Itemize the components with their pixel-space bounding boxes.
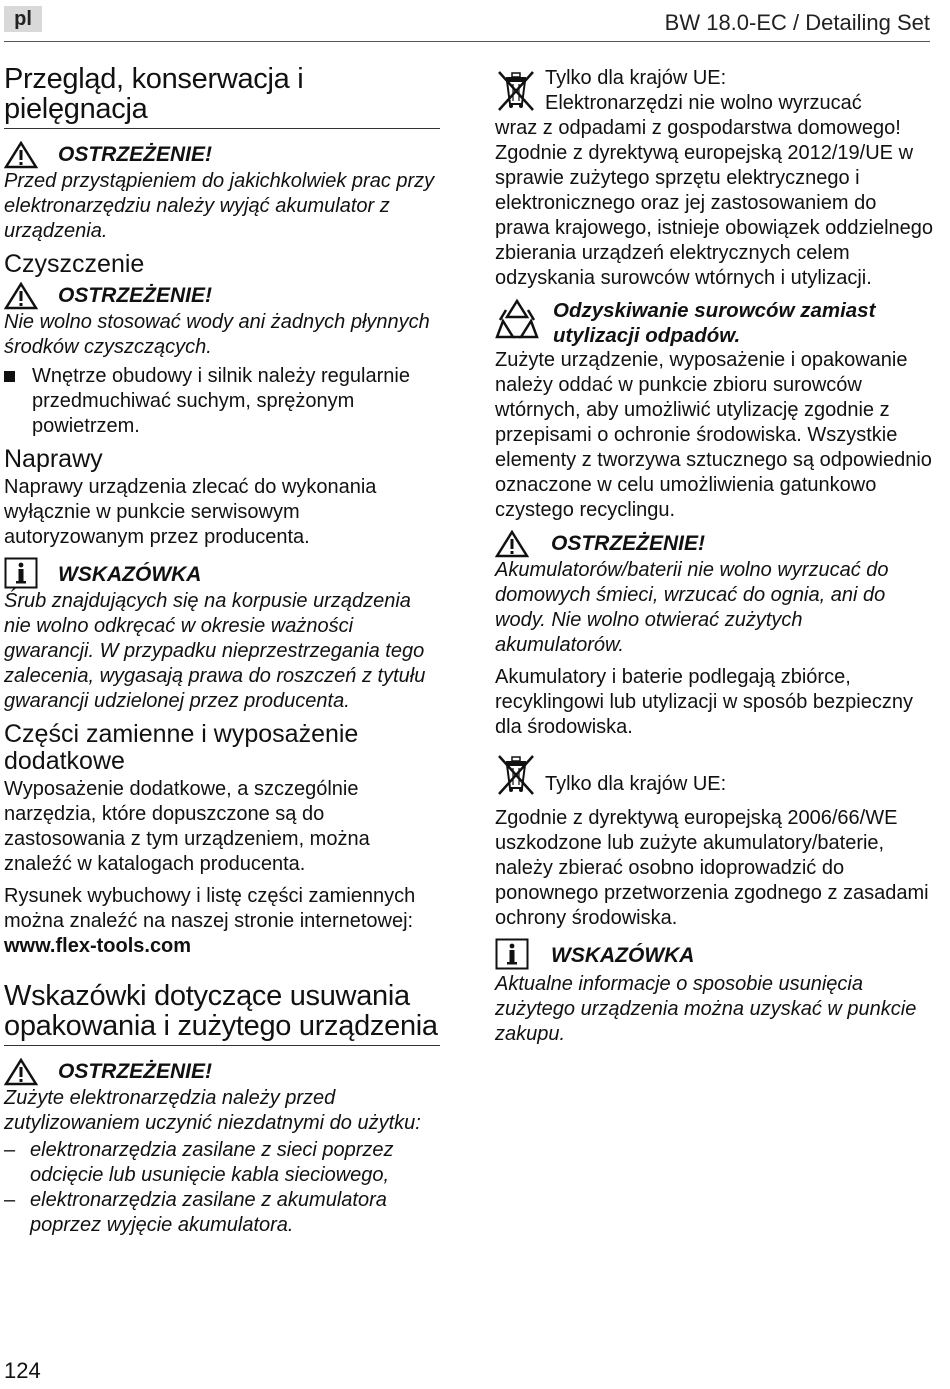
left-column [4, 64, 440, 1238]
language-badge: pl [4, 6, 42, 32]
warning-text: Akumulatorów/baterii nie wolno wyrzucać do domowych śmieci, wrzucać do ognia, ani do wody. Nie wolno otwierać zużytych akumulatorów. [495, 559, 889, 656]
warning-triangle-icon [495, 530, 529, 558]
right-column [495, 66, 935, 1047]
warning-notice [4, 1058, 440, 1086]
crossed-bin-icon [495, 68, 537, 112]
spare-parts-text: Wyposażenie dodatkowe, a szczególnie narzędzia, które dopuszczone są do zastosowania z tym urządzeniem, można znaleźć w katalogach producenta. [4, 778, 370, 875]
warning-notice [4, 141, 440, 169]
exploded-view-text [4, 884, 440, 959]
document-title: BW 18.0-EC / Detailing Set [664, 10, 930, 35]
recycling-text: Zużyte urządzenie, wyposażenie i opakowanie należy oddać w punkcie zbioru surowców wtórnych, aby umożliwić utylizację zgodnie z przepisami o ochronie środowiska. Wszystkie elementy z tworzywa sztucznego są odpowiednio oznaczone w celu umożliwienia gatunkowo czystego recyclingu. [495, 349, 932, 521]
page-number: 124 [4, 1358, 41, 1383]
list-item-text: elektronarzędzia zasilane z akumulatora poprzez wyjęcie akumulatora. [30, 1189, 387, 1236]
note-notice [495, 938, 935, 972]
note-label: WSKAZÓWKA [551, 944, 695, 967]
note-text: Śrub znajdujących się na korpusie urządzenia nie wolno odkręcać w okresie ważności gwarancji. W przypadku nieprzestrzegania tego zalecenia, wygasają prawa do roszczeń z tytułu gwarancji udzielonej przez producenta. [4, 590, 426, 712]
warning-triangle-icon [4, 282, 38, 310]
list-item-text: Wnętrze obudowy i silnik należy regularnie przedmuchiwać suchym, sprężonym powietrzem. [32, 365, 410, 437]
recycling-label: Odzyskiwanie surowców zamiast utylizacji odpadów. [553, 299, 876, 347]
warning-text: Zużyte elektronarzędzia należy przed zutylizowaniem uczynić niezdatnymi do użytku: [4, 1087, 421, 1134]
disposal-section-title: Wskazówki dotyczące usuwania opakowania i zużytego urządzenia [4, 981, 440, 1046]
warning-text: Nie wolno stosować wody ani żadnych płynnych środków czyszczących. [4, 311, 430, 358]
exploded-view-sentence: Rysunek wybuchowy i listę części zamiennych można znaleźć na naszej stronie internetowej: [4, 885, 416, 932]
website-link[interactable]: www.flex-tools.com [4, 935, 192, 957]
note-notice [4, 557, 440, 589]
list-item-text: elektronarzędzia zasilane z sieci poprzez odcięcie lub usunięcie kabla sieciowego, [30, 1139, 394, 1186]
warning-triangle-icon [4, 1058, 38, 1086]
maintenance-section-title: Przegląd, konserwacja i pielęgnacja [4, 64, 440, 129]
battery-directive-text: Zgodnie z dyrektywą europejską 2006/66/WE uszkodzone lub zużyte akumulatory/baterie, należy zbierać osobno idoprowadzić do ponownego przetworzenia zgodnego z zasadami ochrony środowiska. [495, 807, 929, 929]
eu-weee-block [495, 66, 935, 116]
warning-label: OSTRZEŻENIE! [58, 1060, 213, 1083]
cleaning-heading: Czyszczenie [4, 250, 145, 278]
crossed-bin-icon [495, 752, 537, 796]
info-icon [495, 938, 529, 970]
eu-battery-block [495, 752, 935, 798]
spare-parts-heading: Części zamienne i wyposażenie dodatkowe [4, 720, 359, 775]
eu-first-line: Elektronarzędzi nie wolno wyrzucać [545, 92, 862, 114]
dash-bullet: – [4, 1139, 16, 1161]
repairs-heading: Naprawy [4, 445, 103, 473]
eu-only-label: Tylko dla krajów UE: [545, 67, 727, 89]
list-item [4, 1138, 440, 1188]
warning-label: OSTRZEŻENIE! [58, 284, 213, 307]
warning-label: OSTRZEŻENIE! [551, 532, 706, 555]
info-icon [4, 557, 38, 589]
battery-text: Akumulatory i baterie podlegają zbiórce, recyklingowi lub utylizacji w sposób bezpieczny dla środowiska. [495, 666, 913, 738]
note-text: Aktualne informacje o sposobie usunięcia zużytego urządzenia można uzyskać w punkcie zakupu. [495, 973, 917, 1045]
dash-bullet: – [4, 1189, 16, 1211]
recycling-icon [495, 298, 539, 340]
note-label: WSKAZÓWKA [58, 563, 202, 586]
header-divider [4, 41, 930, 42]
warning-label: OSTRZEŻENIE! [58, 143, 213, 166]
square-bullet-icon [4, 371, 15, 382]
warning-notice [4, 282, 440, 310]
recycling-block [495, 298, 935, 348]
repairs-text: Naprawy urządzenia zlecać do wykonania wyłącznie w punkcie serwisowym autoryzowanym przez producenta. [4, 476, 377, 548]
warning-notice [495, 530, 935, 558]
list-item [4, 364, 440, 439]
list-item [4, 1188, 440, 1238]
weee-directive-text: wraz z odpadami z gospodarstwa domowego! Zgodnie z dyrektywą europejską 2012/19/UE w sprawie zużytego sprzętu elektrycznego i elektronicznego oraz jej zastosowaniem do prawa krajowego, istnieje obowiązek oddzielnego zbierania urządzeń elektrycznych celem odzyskania surowców wtórnych i utylizacji. [495, 117, 934, 289]
page-header [0, 0, 950, 44]
warning-triangle-icon [4, 141, 38, 169]
warning-text: Przed przystąpieniem do jakichkolwiek prac przy elektronarzędziu należy wyjąć akumulator z urządzenia. [4, 170, 435, 242]
eu-only-label: Tylko dla krajów UE: [545, 773, 727, 795]
